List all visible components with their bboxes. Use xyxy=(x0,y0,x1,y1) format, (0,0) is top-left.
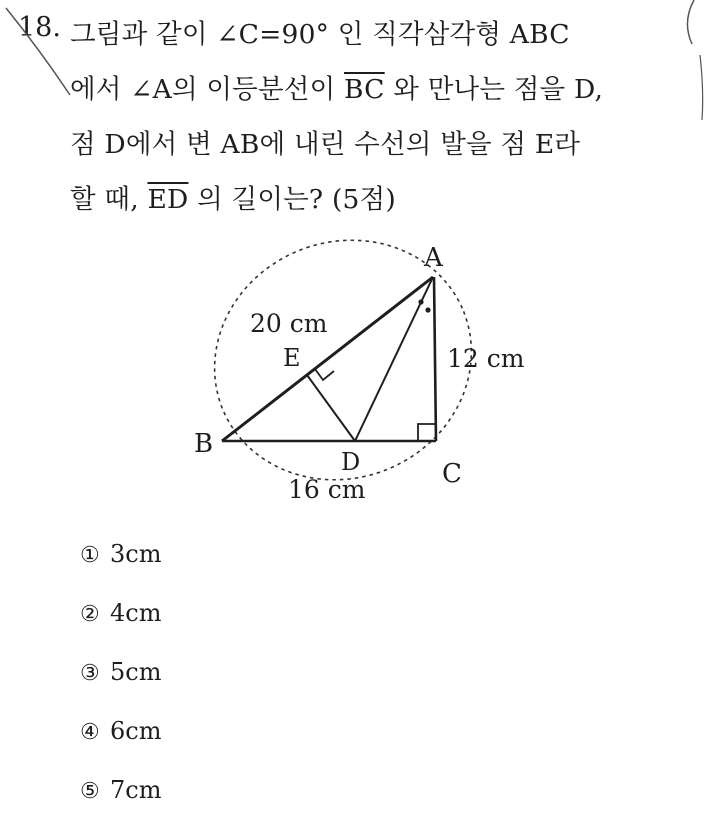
choice-1-text: 3cm xyxy=(110,540,162,568)
question-text-2b: 와 만나는 점을 D, xyxy=(384,74,604,105)
choice-4-mark: ④ xyxy=(80,720,100,745)
choice-1[interactable] xyxy=(80,540,161,580)
side-ab xyxy=(222,277,433,441)
question-text-1: 그림과 같이 ∠C=90° 인 직각삼각형 ABC xyxy=(70,19,570,50)
angle-mark-1 xyxy=(418,299,423,304)
question-text-2a: 에서 ∠A의 이등분선이 xyxy=(70,74,345,105)
right-angle-e xyxy=(315,369,334,380)
page-edge-mark xyxy=(0,0,704,230)
label-a: A xyxy=(424,243,443,273)
label-c: C xyxy=(442,459,462,489)
choice-5[interactable] xyxy=(80,776,161,816)
choice-4[interactable] xyxy=(80,717,161,757)
triangle-figure xyxy=(0,230,704,520)
segment-ed: $\overline{ED}$ xyxy=(147,184,189,215)
question-text-4a: 할 때, xyxy=(70,184,148,215)
label-b: B xyxy=(194,429,214,459)
choice-3-mark: ③ xyxy=(80,661,100,686)
choice-2-mark: ② xyxy=(80,602,100,627)
choice-5-mark: ⑤ xyxy=(80,779,100,804)
question-text-4b: 의 길이는? (5점) xyxy=(188,184,396,215)
problem-number: 18. xyxy=(18,12,61,43)
length-ab: 20 cm xyxy=(250,309,328,338)
question-text-3: 점 D에서 변 AB에 내린 수선의 발을 점 E라 xyxy=(70,129,581,160)
label-e: E xyxy=(283,344,301,372)
perpendicular-de xyxy=(307,375,355,441)
choice-4-text: 6cm xyxy=(110,717,162,745)
choice-3-text: 5cm xyxy=(110,658,162,686)
side-ac xyxy=(434,277,436,441)
choice-2[interactable] xyxy=(80,599,161,639)
label-d: D xyxy=(341,448,361,476)
choice-1-mark: ① xyxy=(80,543,100,568)
length-ac: 12 cm xyxy=(447,344,525,373)
length-bc: 16 cm xyxy=(288,475,366,504)
right-angle-c xyxy=(418,424,436,441)
choice-5-text: 7cm xyxy=(110,776,162,804)
segment-bc: $\overline{BC}$ xyxy=(344,74,385,105)
choice-3[interactable] xyxy=(80,658,161,698)
choice-2-text: 4cm xyxy=(110,599,162,627)
angle-mark-2 xyxy=(425,307,430,312)
